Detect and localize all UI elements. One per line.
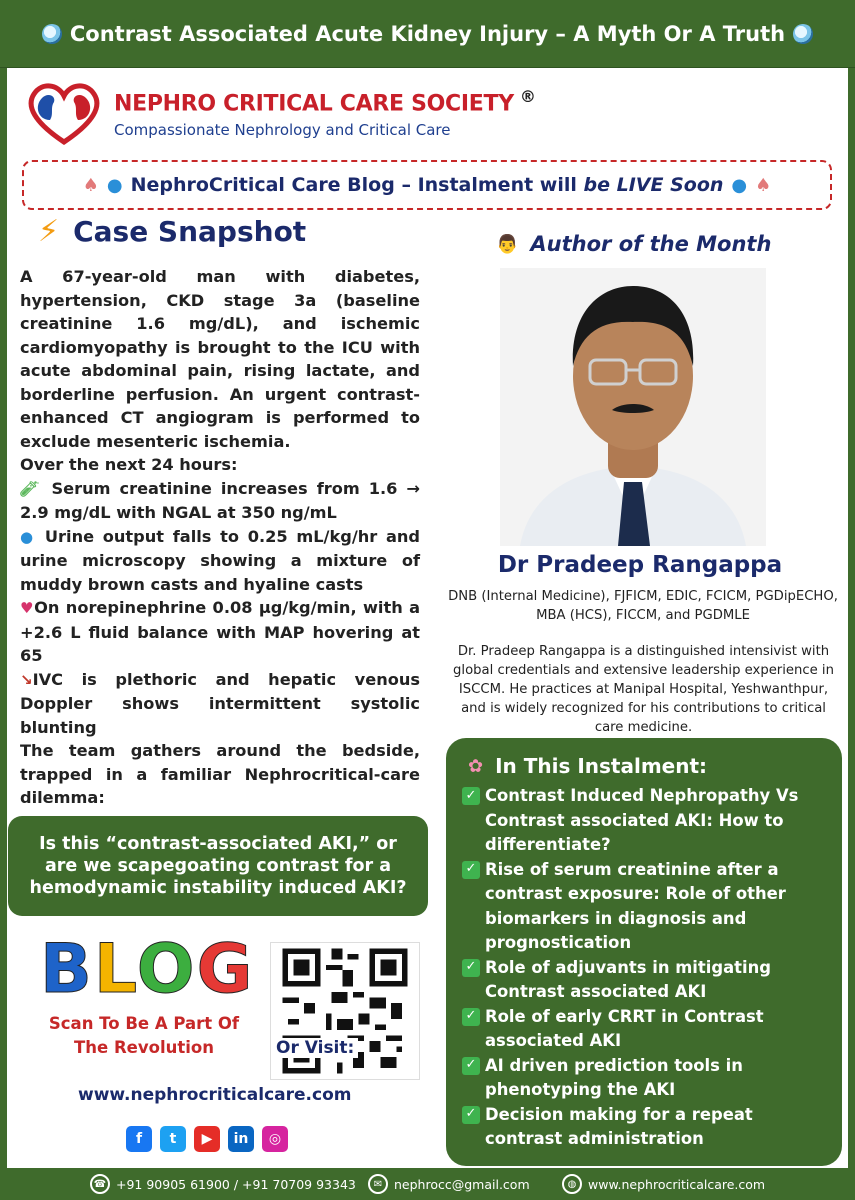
finding-4: ↘IVC is plethoric and hepatic venous Doppler shows intermittent systolic blunting [20, 669, 420, 737]
case-over-next: Over the next 24 hours: [20, 455, 238, 474]
instalment-list [462, 784, 832, 1152]
email-icon: ✉ [368, 1174, 388, 1194]
society-logo [24, 80, 536, 146]
chart-down-icon: ↘ [20, 670, 33, 689]
checkmark-icon: ✓ [462, 787, 480, 805]
author-portrait [500, 268, 766, 546]
blog-letter: O [136, 930, 197, 1009]
frame-left [0, 68, 7, 1168]
list-item: ✓ Decision making for a repeat contrast administration [462, 1103, 832, 1152]
magnifier-icon [42, 24, 62, 44]
page-title: Contrast Associated Acute Kidney Injury – A Myth Or A Truth [69, 22, 786, 46]
magnifier-icon [793, 24, 813, 44]
footer-website[interactable]: ◍ www.nephrocriticalcare.com [562, 1174, 765, 1194]
globe-icon: ◍ [562, 1174, 582, 1194]
instagram-icon[interactable]: ◎ [262, 1126, 288, 1152]
case-body [20, 265, 420, 810]
checkmark-icon: ✓ [462, 1057, 480, 1075]
brain-icon: ✿ [468, 755, 484, 777]
author-bio: Dr. Pradeep Rangappa is a distinguished intensivist with global credentials and extensive leadership experience in ISCCM. He practices at Manipal Hospital, Yeshwanthpur, and is widely recognized for his contributions to critical care medicine. [453, 644, 834, 735]
test-tube-icon: 🧪︎ [20, 479, 43, 498]
author-name: Dr Pradeep Rangappa [497, 552, 783, 578]
header-title-bar [6, 6, 849, 62]
checkmark-icon: ✓ [462, 959, 480, 977]
droplet-icon: ● [106, 174, 123, 196]
case-snapshot-heading: ⚡ Case Snapshot [38, 214, 307, 249]
twitter-icon[interactable]: t [160, 1126, 186, 1152]
blog-wordmark [40, 930, 254, 1009]
list-item: ✓ Contrast Induced Nephropathy Vs Contrast associated AKI: How to differentiate? [462, 784, 832, 858]
list-item: ✓ Role of adjuvants in mitigating Contrast associated AKI [462, 956, 832, 1005]
instalment-box [446, 738, 842, 1166]
contact-footer [0, 1168, 855, 1200]
checkmark-icon: ✓ [462, 1106, 480, 1124]
lungs-icon: ♠ [755, 174, 772, 196]
website-link[interactable]: www.nephrocriticalcare.com [78, 1085, 352, 1105]
finding-1: 🧪︎ Serum creatinine increases from 1.6 → 2.9 mg/dL with NGAL at 350 ng/mL [20, 478, 420, 522]
author-credentials: DNB (Internal Medicine), FJFICM, EDIC, FCICM, PGDipECHO, MBA (HCS), FICCM, and PGDMLE [448, 589, 838, 623]
finding-3: ♥On norepinephrine 0.08 µg/kg/min, with a +2.6 L fluid balance with MAP hovering at 65 [20, 598, 421, 665]
case-intro: A 67-year-old man with diabetes, hypertension, CKD stage 3a (baseline creatinine 1.6 mg/dL), and ischemic cardiomyopathy is brought to the ICU with acute abdominal pain, rising lactate, and borderline perfusion. An urgent contrast-enhanced CT angiogram is performed to exclude mesenteric ischemia. [20, 267, 420, 451]
list-item: ✓ Role of early CRRT in Contrast associated AKI [462, 1005, 832, 1054]
case-closing: The team gathers around the bedside, trapped in a familiar Nephrocritical-care dilemma: [20, 741, 420, 807]
social-links [126, 1126, 288, 1152]
kidney-heart-logo-icon [24, 80, 104, 146]
droplet-icon: ● [20, 527, 37, 546]
list-item: ✓ AI driven prediction tools in phenotyping the AKI [462, 1054, 832, 1103]
blog-letter: G [196, 930, 255, 1009]
banner-text: NephroCritical Care Blog – Instalment will be LIVE Soon [130, 174, 724, 196]
footer-email[interactable]: ✉ nephrocc@gmail.com [368, 1174, 530, 1194]
author-heading: 👨 Author of the Month [496, 232, 772, 256]
linkedin-icon[interactable]: in [228, 1126, 254, 1152]
doctor-icon: 👨 [496, 233, 519, 255]
youtube-icon[interactable]: ▶ [194, 1126, 220, 1152]
or-visit-label: Or Visit: [272, 1038, 358, 1058]
blog-letter: B [40, 930, 94, 1009]
instalment-heading: ✿ In This Instalment: [468, 754, 708, 778]
phone-icon: ☎ [90, 1174, 110, 1194]
society-name: NEPHRO CRITICAL CARE SOCIETY ® [114, 87, 536, 117]
blog-letter: L [93, 930, 137, 1009]
dilemma-question: Is this “contrast-associated AKI,” or are we scapegoating contrast for a hemodynamic instability induced AKI? [8, 816, 428, 916]
facebook-icon[interactable]: f [126, 1126, 152, 1152]
qr-code[interactable] [270, 942, 420, 1080]
scan-text: Scan To Be A Part Of The Revolution [48, 1014, 240, 1057]
finding-2: ● Urine output falls to 0.25 mL/kg/hr and urine microscopy showing a mixture of muddy brown casts and hyaline casts [20, 526, 420, 594]
heart-icon: ♥ [20, 599, 35, 617]
droplet-icon: ● [731, 174, 748, 196]
frame-right [848, 68, 855, 1168]
footer-phone[interactable]: ☎ +91 90905 61900 / +91 70709 93343 [90, 1174, 356, 1194]
society-tagline: Compassionate Nephrology and Critical Care [114, 120, 451, 139]
checkmark-icon: ✓ [462, 1008, 480, 1026]
blog-live-banner [22, 160, 832, 210]
lungs-icon: ♠ [82, 174, 99, 196]
checkmark-icon: ✓ [462, 861, 480, 879]
list-item: ✓ Rise of serum creatinine after a contrast exposure: Role of other biomarkers in diagnosis and prognostication [462, 858, 832, 956]
lightning-icon: ⚡ [38, 214, 60, 249]
